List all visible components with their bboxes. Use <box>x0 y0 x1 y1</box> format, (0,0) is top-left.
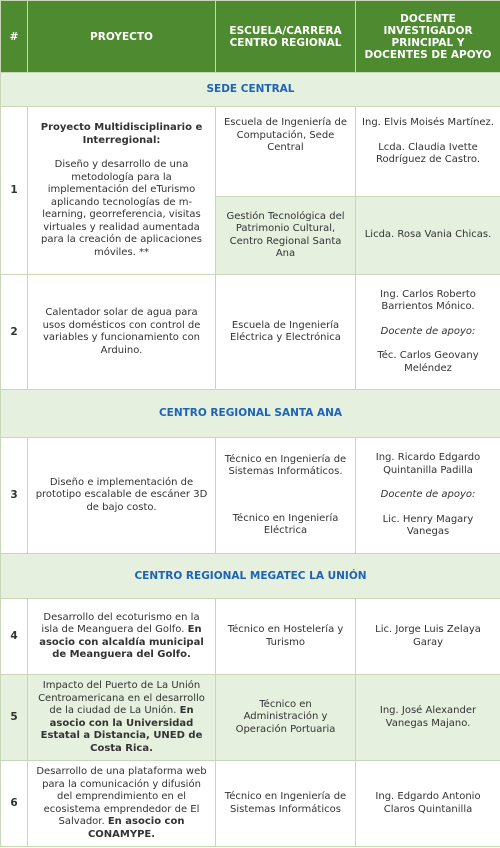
project-description: Calentador solar de agua para usos domésticos con control de variables y funcionamiento con Arduino. <box>28 275 216 390</box>
partner-note: En asocio con la Universidad Estatal a Distancia, UNED de Costa Rica. <box>40 705 203 754</box>
section-row <box>1 390 500 438</box>
school-cell: Escuela de Ingeniería Eléctrica y Electrónica <box>216 275 356 390</box>
teacher-cell: Ing. Edgardo Antonio Claros Quintanilla <box>356 761 500 847</box>
section-title: CENTRO REGIONAL MEGATEC LA UNIÓN <box>1 554 500 599</box>
school-cell <box>216 438 356 554</box>
project-description: Desarrollo de una plataforma web para la comunicación y difusión del emprendimiento en el ecosistema emprendedor de El Salvador. <box>36 766 207 827</box>
partner-note: En asocio con CONAMYPE. <box>87 816 185 840</box>
project-cell <box>28 675 216 761</box>
project-description: Desarrollo del ecoturismo en la isla de Meanguera del Golfo. <box>41 611 200 635</box>
school-cell: Gestión Tecnológica del Patrimonio Cultural, Centro Regional Santa Ana <box>216 197 356 275</box>
header-docente: DOCENTE INVESTIGADOR PRINCIPAL Y DOCENTES DE APOYO <box>356 1 500 73</box>
row-number: 5 <box>1 675 28 761</box>
school-cell: Técnico en Administración y Operación Portuaria <box>216 675 356 761</box>
project-description: Diseño y desarrollo de una metodología para la implementación del eTurismo aplicando tecnologías de m-learning, georreferencia, visitas virtuales y realidad aumentada para la creación de aplicaciones móviles. ** <box>41 159 202 258</box>
header-escuela: ESCUELA/CARRERA CENTRO REGIONAL <box>216 1 356 73</box>
project-cell <box>28 107 216 275</box>
table-row <box>1 275 500 390</box>
partner-note: En asocio con alcaldía municipal de Meanguera del Golfo. <box>39 624 204 660</box>
table-row <box>1 438 500 554</box>
project-cell <box>28 599 216 675</box>
project-description: Diseño e implementación de prototipo escalable de escáner 3D de bajo costo. <box>28 438 216 554</box>
teacher-name: Ing. Ricardo Edgardo Quintanilla Padilla <box>375 452 481 476</box>
teacher-name: Ing. Carlos Roberto Barrientos Mónico. <box>380 288 476 313</box>
school-cell: Técnico en Ingeniería de Sistemas Informáticos <box>216 761 356 847</box>
teacher-cell: Licda. Rosa Vania Chicas. <box>356 197 500 275</box>
section-row <box>1 554 500 599</box>
teacher-cell <box>356 275 500 390</box>
table-row <box>1 675 500 761</box>
school-cell: Técnico en Hostelería y Turismo <box>216 599 356 675</box>
support-teacher: Lic. Henry Magary Vanegas <box>382 513 474 538</box>
project-description: Impacto del Puerto de La Unión Centroamericana en el desarrollo de la ciudad de La Unión. <box>38 680 205 716</box>
section-title: CENTRO REGIONAL SANTA ANA <box>1 390 500 438</box>
teacher-name: Ing. Elvis Moisés Martínez. <box>362 117 494 128</box>
row-number: 2 <box>1 275 28 390</box>
section-title: SEDE CENTRAL <box>1 73 500 107</box>
teacher-cell: Lic. Jorge Luis Zelaya Garay <box>356 599 500 675</box>
project-title: Proyecto Multidisciplinario e Interregional: <box>40 122 203 146</box>
section-row <box>1 73 500 107</box>
teacher-cell <box>356 438 500 554</box>
table-row <box>1 107 500 197</box>
row-number: 1 <box>1 107 28 275</box>
header-proyecto: PROYECTO <box>28 1 216 73</box>
school-name: Técnico en Ingeniería de Sistemas Informáticos. <box>224 453 347 477</box>
row-number: 6 <box>1 761 28 847</box>
school-name: Técnico en Ingeniería Eléctrica <box>232 512 339 536</box>
teacher-cell <box>356 107 500 197</box>
header-row <box>1 1 500 73</box>
teacher-cell: Ing. José Alexander Vanegas Majano. <box>356 675 500 761</box>
school-cell: Escuela de Ingeniería de Computación, Sede Central <box>216 107 356 197</box>
table-row <box>1 599 500 675</box>
support-label: Docente de apoyo: <box>380 489 476 501</box>
row-number: 4 <box>1 599 28 675</box>
row-number: 3 <box>1 438 28 554</box>
support-teacher: Téc. Carlos Geovany Meléndez <box>377 350 479 374</box>
table-row <box>1 761 500 847</box>
header-num: # <box>1 1 28 73</box>
teacher-name: Lcda. Claudia Ivette Rodríguez de Castro. <box>375 141 481 165</box>
support-label: Docente de apoyo: <box>380 325 476 337</box>
project-cell <box>28 761 216 847</box>
